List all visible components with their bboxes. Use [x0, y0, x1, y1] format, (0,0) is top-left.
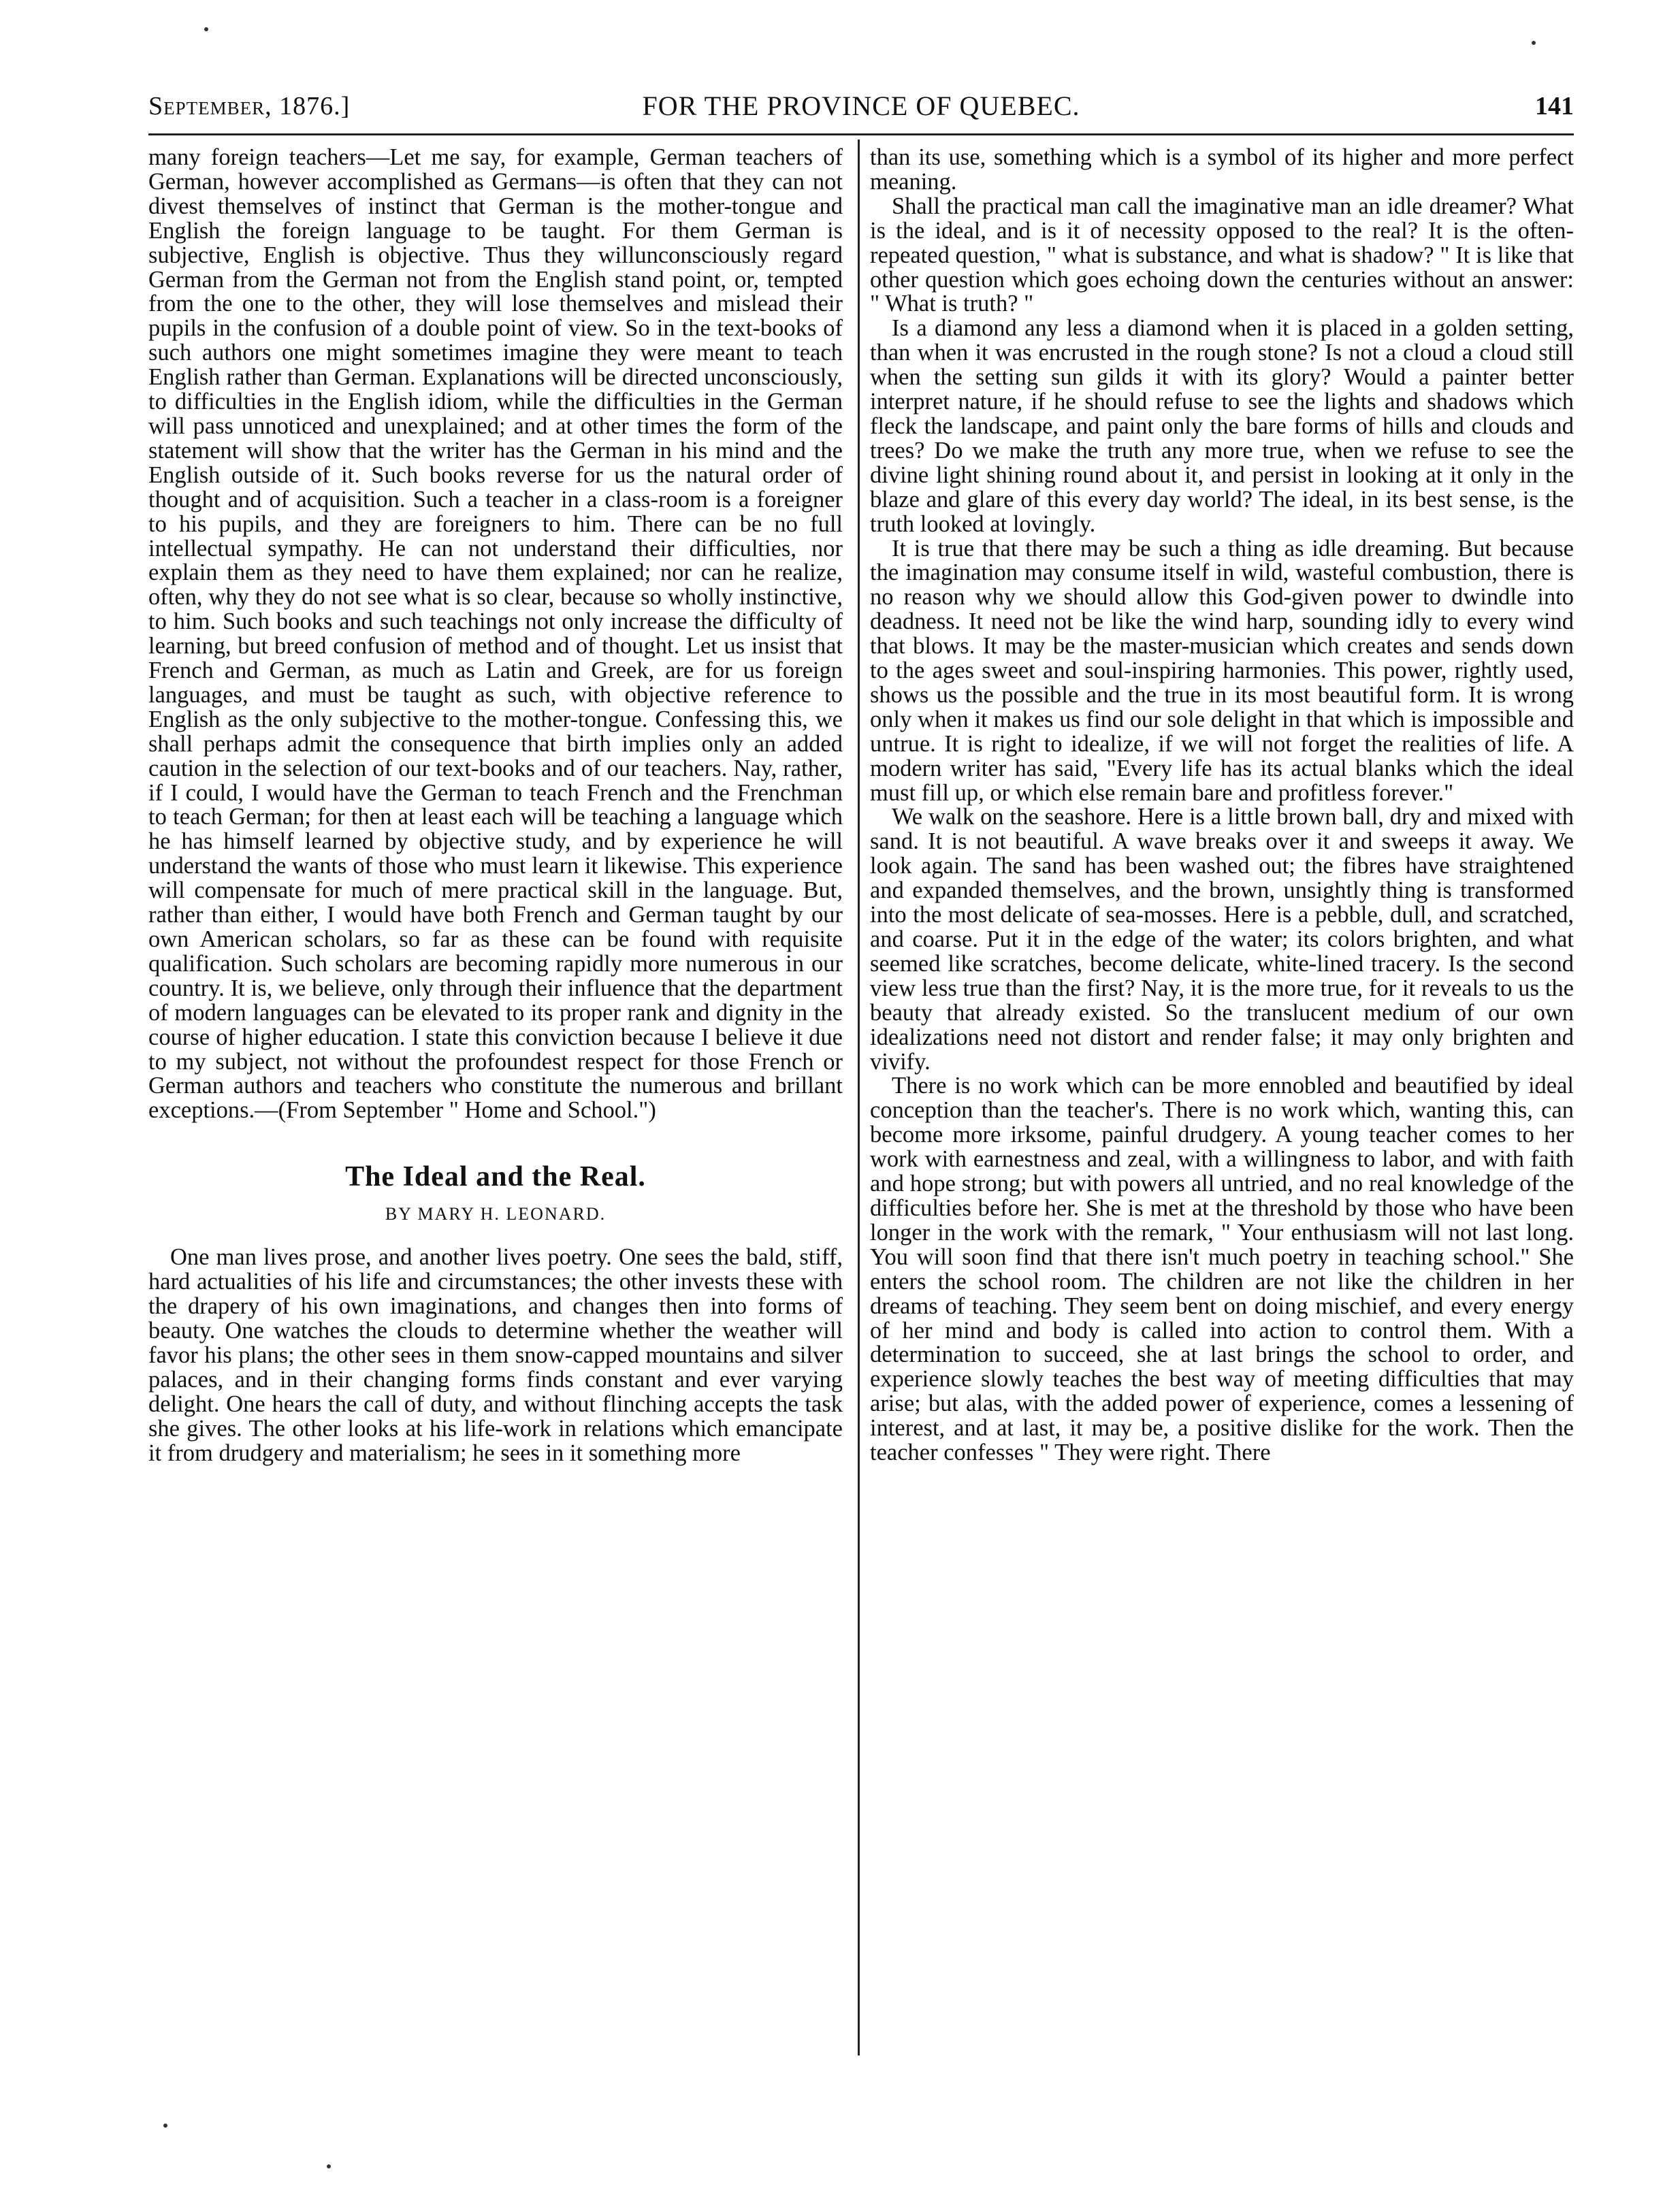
header-rule: [148, 133, 1574, 135]
article-continuation-text: many foreign teachers—Let me say, for example, German teachers of German, however accomplished as Germans—is often that they can not divest themselves of instinct that German is the mother-tongue and English the foreign language to be taught. For them German is subjective, English is objective. Thus they willunconsciously regard German from the German not from the English stand point, or, tempted from the one to the other, they will lose themselves and mislead their pupils in the confusion of a double point of view. So in the text-books of such authors one might sometimes imagine they were meant to teach English rather than German. Explanations will be directed unconsciously, to difficulties in the English idiom, while the difficulties in the German will pass unnoticed and unexplained; and at other times the form of the statement will show that the writer has the German in his mind and the English outside of it. Such books reverse for us the natural order of thought and of acquisition. Such a teacher in a class-room is a foreigner to his pupils, and they are foreigners to him. There can be no full intellectual sympathy. He can not understand their difficulties, nor explain them as they need to have them explained; nor can he realize, often, why they do not see what is so clear, because so wholly instinctive, to him. Such books and such teachings not only increase the difficulty of learning, but breed confusion of method and of thought. Let us insist that French and German, as much as Latin and Greek, are for us foreign languages, and must be taught as such, with objective reference to English as the only subjective to the mother-tongue. Confessing this, we shall perhaps admit the consequence that birth implies only an added caution in the selection of our text-books and of our teachers. Nay, rather, if I could, I would have the German to teach French and the Frenchman to teach German; for then at least each will be teaching a language which he has himself learned by objective study, and by experience he will understand the wants of those who must learn it likewise. This experience will compensate for much of mere practical skill in the language. But, rather than either, I would have both French and German taught by our own American scholars, so far as these can be found with requisite qualification. Such scholars are becoming rapidly more numerous in our country. It is, we believe, only through their influence that the department of modern languages can be elevated to its proper rank and dignity in the course of higher education. I state this conviction because I believe it due to my subject, not without the profoundest respect for those French or German authors and teachers who constitute the numerous and brillant exceptions.—(From September " Home and School."): [148, 144, 843, 1124]
article-paragraph: One man lives prose, and another lives poetry. One sees the bald, stiff, hard actualities of his life and circumstances; the other invests these with the drapery of his own imaginations, and changes then into forms of beauty. One watches the clouds to determine whether the weather will favor his plans; the other sees in them snow-capped mountains and silver palaces, and in their changing forms finds constant and ever varying delight. One hears the call of duty, and without flinching accepts the task she gives. The other looks at his life-work in relations which emancipate it from drudgery and materialism; he sees in it something more: [148, 1244, 843, 1466]
print-speck: [163, 2124, 167, 2128]
page-number: 141: [1535, 92, 1574, 120]
article-paragraph: than its use, something which is a symbol of its higher and more perfect meaning.: [870, 144, 1574, 195]
print-speck: [1532, 41, 1536, 45]
print-speck: [204, 27, 208, 31]
header-title: FOR THE PROVINCE OF QUEBEC.: [642, 91, 1080, 121]
header-date: September, 1876.]: [148, 92, 351, 120]
page-header: [148, 87, 1574, 125]
article-paragraph: There is no work which can be more ennobled and beautified by ideal conception than the teacher's. There is no work which, wanting this, can become more irksome, painful drudgery. A young teacher comes to her work with earnestness and zeal, with a willingness to labor, and with faith and hope strong; but with powers all untried, and no real knowledge of the difficulties before her. She is met at the threshold by those who have been longer in the work with the remark, " Your enthusiasm will not last long. You will soon find that there isn't much poetry in teaching school." She enters the school room. The children are not like the children in her dreams of teaching. They seem bent on doing mischief, and every energy of her mind and body is called into action to control them. With a determination to succeed, she at last brings the school to order, and experience slowly teaches the best way of meeting difficulties that may arise; but alas, with the added power of experience, comes a lessening of interest, and at last, it may be, a positive dislike for the work. Then the teacher confesses " They were right. There: [870, 1073, 1574, 1466]
left-column: [148, 146, 843, 1465]
article-paragraph: It is true that there may be such a thing as idle dreaming. But because the imagination may consume itself in wild, wasteful combustion, there is no reason why we should allow this God-given power to dwindle into deadness. It need not be like the wind harp, sounding idly to every wind that blows. It may be the master-musician which creates and sends down to the ages sweet and soul-inspiring harmonies. This power, rightly used, shows us the possible and the true in its most beautiful form. It is wrong only when it makes us find our sole delight in that which is impossible and untrue. It is right to idealize, if we will not forget the realities of life. A modern writer has said, "Every life has its actual blanks which the ideal must fill up, or which else remain bare and profitless forever.": [870, 535, 1574, 806]
article-paragraph: Shall the practical man call the imaginative man an idle dreamer? What is the ideal, and is it of necessity opposed to the real? It is the often-repeated question, " what is substance, and what is shadow? " It is like that other question which goes echoing down the centuries without an answer: " What is truth? ": [870, 193, 1574, 317]
right-column: [870, 146, 1574, 1465]
print-speck: [327, 2164, 331, 2168]
article-paragraph: Is a diamond any less a diamond when it is placed in a golden setting, than when it was encrusted in the rough stone? Is not a cloud a cloud still when the setting sun gilds it with its glory? Would a painter better interpret nature, if he should refuse to see the lights and shadows which fleck the landscape, and paint only the bare forms of hills and clouds and trees? Do we make the truth any more true, when we refuse to see the divine light shining round about it, and persist in looking at it only in the blaze and glare of this every day world? The ideal, in its best sense, is the truth looked at lovingly.: [870, 315, 1574, 537]
article-title: The Ideal and the Real.: [345, 1161, 646, 1193]
column-divider: [858, 140, 860, 2055]
article-byline: BY MARY H. LEONARD.: [385, 1204, 607, 1224]
article-paragraph: We walk on the seashore. Here is a little brown ball, dry and mixed with sand. It is not beautiful. A wave breaks over it and sweeps it away. We look again. The sand has been washed out; the fibres have straightened and expanded themselves, and the brown, unsightly thing is transformed into the most delicate of sea-mosses. Here is a pebble, dull, and scratched, and coarse. Put it in the edge of the water; its colors brighten, and what seemed like scratches, become delicate, white-lined tracery. Is the second view less true than the first? Nay, it is the more true, for it reveals to us the beauty that already existed. So the translucent medium of our own idealizations need not distort and render false; it may only brighten and vivify.: [870, 804, 1574, 1075]
